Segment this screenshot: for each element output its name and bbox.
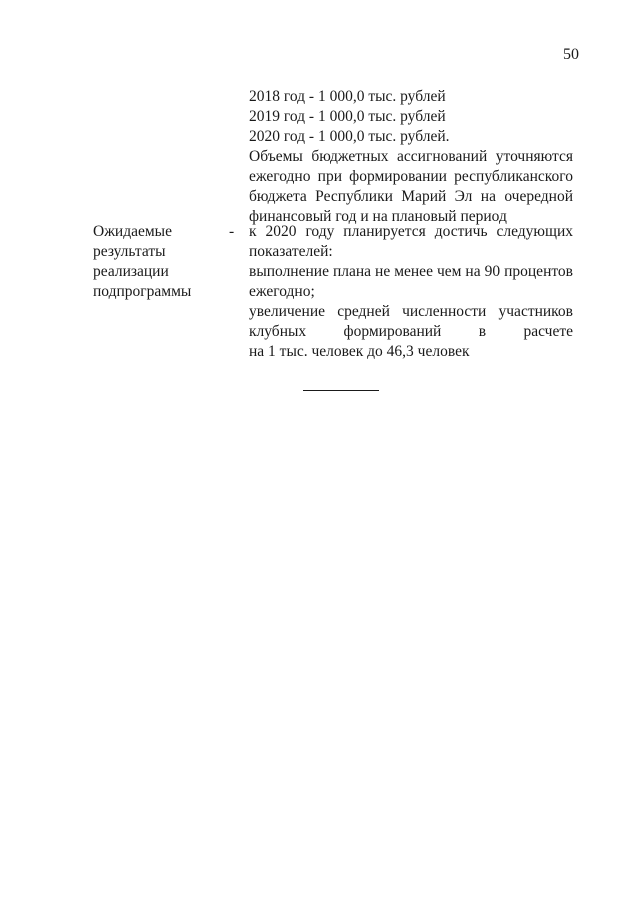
results-label-line: результаты <box>93 243 166 260</box>
results-text-line: на 1 тыс. человек до 46,3 человек <box>249 343 470 360</box>
page-number: 50 <box>563 46 579 63</box>
funding-note-line: ежегодно при формировании республиканского <box>249 168 573 185</box>
results-label-line: Ожидаемые <box>93 223 172 240</box>
funding-note-line: бюджета Республики Марий Эл на очередной <box>249 188 573 205</box>
results-text-line: выполнение плана не менее чем на 90 процентов <box>249 263 573 280</box>
results-text-line: ежегодно; <box>249 283 315 300</box>
results-label-line: подпрограммы <box>93 283 192 300</box>
funding-note-line: финансовый год и на плановый период <box>249 208 507 225</box>
end-separator-line <box>303 390 379 391</box>
results-text-line: показателей: <box>249 243 333 260</box>
results-label-line: реализации <box>93 263 169 280</box>
results-text-line: клубных формирований в расчете <box>249 323 573 340</box>
funding-year-2019: 2019 год - 1 000,0 тыс. рублей <box>249 108 446 125</box>
results-text-line: к 2020 году планируется достичь следующих <box>249 223 573 240</box>
funding-year-2018: 2018 год - 1 000,0 тыс. рублей <box>249 88 446 105</box>
funding-note-line: Объемы бюджетных ассигнований уточняются <box>249 148 573 165</box>
results-dash: - <box>229 223 235 240</box>
results-text-line: увеличение средней численности участников <box>249 303 573 320</box>
funding-year-2020: 2020 год - 1 000,0 тыс. рублей. <box>249 128 450 145</box>
